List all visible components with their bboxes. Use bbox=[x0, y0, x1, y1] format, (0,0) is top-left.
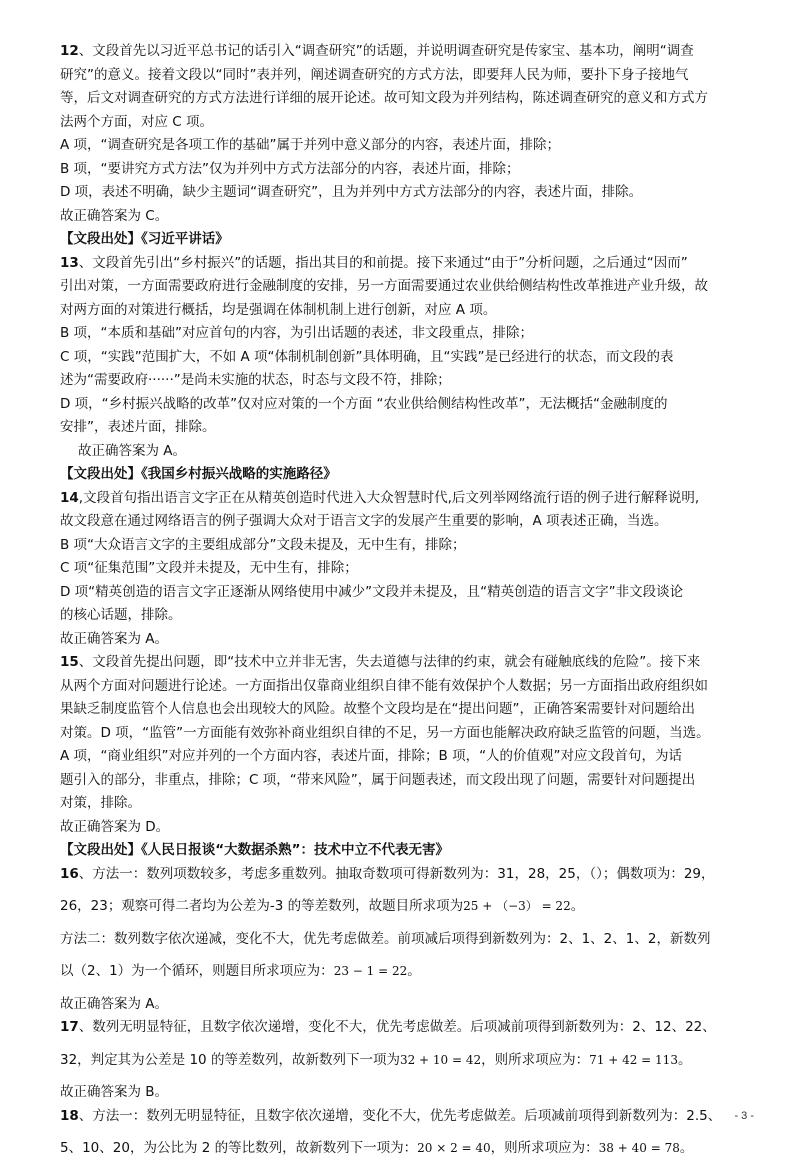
q15-line-3: 果缺乏制度监管个人信息也会出现较大的风险。故整个文段均是在“提出问题”，正确答案需要针对问题给出 bbox=[60, 701, 695, 717]
q13-line-2: 引出对策，一方面需要政府进行金融制度的安排，另一方面需要通过农业供给侧结构性改革推进产业升级，故 bbox=[60, 278, 708, 294]
q15-line-5: A 项，“商业组织”对应并列的一个方面内容，表述片面，排除；B 项，“人的价值观”对应文段首句，为话 bbox=[60, 748, 683, 764]
q18-line-1: 18、方法一：数列无明显特征，且数字依次递增，变化不大，优先考虑做差。后项减前项得到新数列为：2.5、 bbox=[60, 1107, 722, 1124]
q12-option-b: B 项，“要讲究方式方法”仅为并列中方式方法部分的内容，表述片面，排除； bbox=[60, 160, 520, 177]
q16-line-2: 26，23；观察可得二者均为公差为-3 的等差数列，故题目所求项为25 + （−3） = 22。 bbox=[60, 898, 585, 914]
q15-number: 15 bbox=[60, 654, 79, 670]
q15-line-6: 题引入的部分，非重点，排除；C 项，“带来风险”，属于问题表述，而文段出现了问题，需要针对问题提出 bbox=[60, 771, 696, 788]
q12-line-1: 12、文段首先以习近平总书记的话引入“调查研究”的话题，并说明调查研究是传家宝、基本功，阐明“调查 bbox=[60, 43, 694, 59]
q16-number: 16 bbox=[60, 865, 79, 882]
q17-answer: 故正确答案为 B。 bbox=[60, 1084, 169, 1100]
q18-number: 18 bbox=[60, 1107, 79, 1124]
q17-formula-2: 71 + 42 = 113 bbox=[589, 1052, 678, 1067]
q14-line-1: 14,文段首句指出语言文字正在从精英创造时代进入大众智慧时代,后文列举网络流行语的例子进行解释说明, bbox=[60, 489, 700, 506]
q18-formula-2: 38 + 40 = 78 bbox=[598, 1141, 680, 1155]
q17-number: 17 bbox=[60, 1019, 79, 1035]
q16-answer: 故正确答案为 A。 bbox=[60, 995, 169, 1012]
q16-line-1: 16、方法一：数列项数较多，考虑多重数列。抽取奇数项可得新数列为：31，28，25，（）；偶数项为：29， bbox=[60, 865, 715, 882]
q12-option-a: A 项，“调查研究是各项工作的基础”属于并列中意义部分的内容，表述片面，排除； bbox=[60, 137, 561, 153]
q13-option-c-1: C 项，“实践”范围扩大，不如 A 项“体制机制创新”具体明确，且“实践”是已经进行的状态，而文段的表 bbox=[60, 348, 674, 365]
q15-line-1: 15、文段首先提出问题，即“技术中立并非无害，失去道德与法律的约束，就会有碰触底线的危险”。接下来 bbox=[60, 654, 701, 670]
q12-line-3: 等，后文对调查研究的方式方法进行详细的展开论述。故可知文段为并列结构，陈述调查研究的意义和方式方 bbox=[60, 90, 708, 106]
q14-option-d-1: D 项“精英创造的语言文字正逐渐从网络使用中减少”文段并未提及，且“精英创造的语言文字”非文段谈论 bbox=[60, 583, 684, 600]
q12-line-2: 研究”的意义。接着文段以“同时”表并列，阐述调查研究的方式方法，即要拜人民为师，要扑下身子接地气 bbox=[60, 66, 689, 83]
q14-option-c: C 项“征集范围”文段并未提及，无中生有，排除； bbox=[60, 560, 358, 576]
q13-option-b: B 项，“本质和基础”对应首句的内容，为引出话题的表述，非文段重点，排除； bbox=[60, 325, 534, 341]
q13-answer: 故正确答案为 A。 bbox=[78, 442, 187, 459]
q13-option-d-1: D 项，“乡村振兴战略的改革”仅对应对策的一个方面 “农业供给侧结构性改革”，无法概括“金融制度的 bbox=[60, 395, 668, 412]
q15-source: 【文段出处】《人民日报谈“大数据杀熟”：技术中立不代表无害》 bbox=[60, 842, 449, 858]
page-number: - 3 - bbox=[734, 1110, 754, 1122]
q13-line-3: 对两方面的对策进行概括，均是强调在体制机制上进行创新，对应 A 项。 bbox=[60, 301, 497, 318]
q15-line-7: 对策，排除。 bbox=[60, 795, 141, 811]
q14-option-b: B 项“大众语言文字的主要组成部分”文段未提及，无中生有，排除； bbox=[60, 536, 466, 553]
q12-number: 12 bbox=[60, 43, 79, 59]
q12-line-4: 法两个方面，对应 C 项。 bbox=[60, 113, 214, 130]
q18-line-2: 5、10、20，为公比为 2 的等比数列，故新数列下一项为：20 × 2 = 40，则所求项应为：38 + 40 = 78。 bbox=[60, 1140, 694, 1156]
q18-formula-1: 20 × 2 = 40 bbox=[417, 1141, 491, 1155]
q14-answer: 故正确答案为 A。 bbox=[60, 630, 169, 647]
q14-option-d-2: 的核心话题，排除。 bbox=[60, 607, 182, 623]
q14-number: 14 bbox=[60, 489, 79, 506]
q13-source: 【文段出处】《我国乡村振兴战略的实施路径》 bbox=[60, 466, 337, 482]
q13-option-c-2: 述为“需要政府······”是尚未实施的状态，时态与文段不符，排除； bbox=[60, 372, 451, 388]
q16-line-3: 方法二：数列数字依次递减，变化不大，优先考虑做差。前项减后项得到新数列为：2、1、2、1、2，新数列 bbox=[60, 930, 711, 947]
q13-option-d-2: 安排”，表述片面，排除。 bbox=[60, 419, 216, 435]
q12-option-d: D 项，表述不明确，缺少主题词“调查研究”，且为并列中方式方法部分的内容，表述片面，排除。 bbox=[60, 184, 643, 200]
q14-line-2: 故文段意在通过网络语言的例子强调大众对于语言文字的发展产生重要的影响，A 项表述正确，当选。 bbox=[60, 513, 668, 529]
q13-line-1: 13、文段首先引出“乡村振兴”的话题，指出其目的和前提。接下来通过“由于”分析问题，之后通过“因而” bbox=[60, 254, 688, 271]
q17-formula-1: 32 + 10 = 42 bbox=[399, 1052, 482, 1067]
q16-line-4: 以（2、1）为一个循环，则题目所求项应为：23 − 1 = 22。 bbox=[60, 963, 421, 979]
q16-formula-2: 23 − 1 = 22 bbox=[333, 964, 408, 978]
q17-line-1: 17、数列无明显特征，且数字依次递增，变化不大，优先考虑做差。后项减前项得到新数列为：2、12、22、 bbox=[60, 1019, 716, 1035]
q15-line-4: 对策。D 项，“监管”一方面能有效弥补商业组织自律的不足，另一方面也能解决政府缺乏监管的问题，当选。 bbox=[60, 724, 710, 741]
q15-answer: 故正确答案为 D。 bbox=[60, 818, 170, 835]
q17-line-2: 32，判定其为公差是 10 的等差数列，故新数列下一项为32 + 10 = 42，则所求项应为：71 + 42 = 113。 bbox=[60, 1051, 692, 1068]
q12-source: 【文段出处】《习近平讲话》 bbox=[60, 231, 229, 247]
q16-formula-1: 25 + （−3） = 22 bbox=[463, 899, 571, 913]
q15-line-2: 从两个方面对问题进行论述。一方面指出仅靠商业组织自律不能有效保护个人数据；另一方面指出政府组织如 bbox=[60, 677, 708, 694]
document-page bbox=[60, 40, 748, 1161]
q12-answer: 故正确答案为 C。 bbox=[60, 207, 169, 224]
q13-number: 13 bbox=[60, 254, 79, 271]
